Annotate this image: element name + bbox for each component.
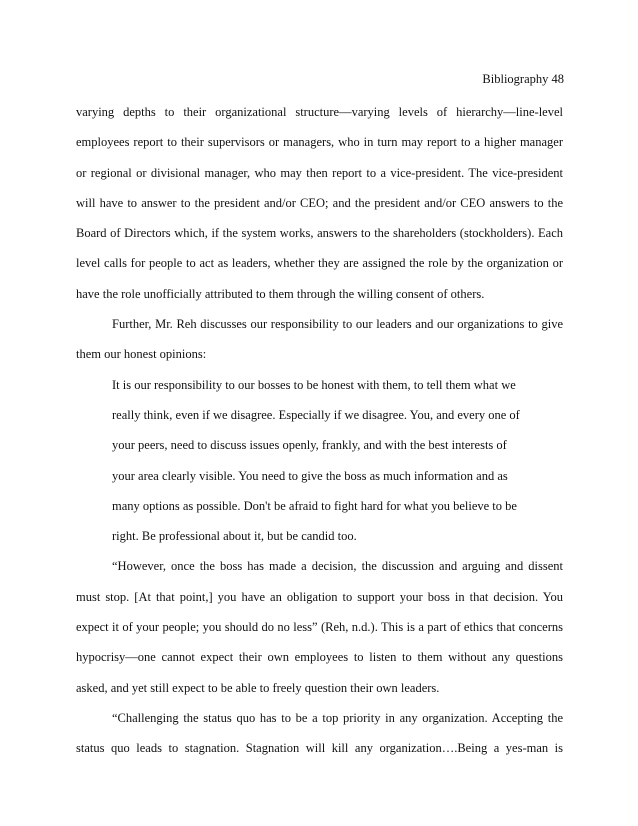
block-quote-line: your peers, need to discuss issues openly, frankly, and with the best interests of <box>112 438 507 453</box>
text-line: asked, and yet still expect to be able to freely question their own leaders. <box>76 680 440 695</box>
block-quote-line: many options as possible. Don't be afraid to fight hard for what you believe to be <box>112 498 517 513</box>
block-quote-line: really think, even if we disagree. Especially if we disagree. You, and every one of <box>112 407 520 422</box>
text-line: level calls for people to act as leaders, whether they are assigned the role by the organization or <box>76 256 563 271</box>
text-line: employees report to their supervisors or managers, who in turn may report to a higher manager <box>76 135 563 150</box>
block-quote-line: It is our responsibility to our bosses to be honest with them, to tell them what we <box>112 377 516 392</box>
text-line: must stop. [At that point,] you have an obligation to support your boss in that decision. You <box>76 589 563 604</box>
block-quote-line: right. Be professional about it, but be candid too. <box>112 529 357 544</box>
text-line: or regional or divisional manager, who may then report to a vice-president. The vice-president <box>76 165 563 180</box>
text-line: them our honest opinions: <box>76 347 207 362</box>
block-quote-line: your area clearly visible. You need to give the boss as much information and as <box>112 468 508 483</box>
text-line: will have to answer to the president and/or CEO; and the president and/or CEO answers to the <box>76 195 563 210</box>
text-line: status quo leads to stagnation. Stagnation will kill any organization….Being a yes-man is <box>76 741 563 756</box>
text-line: hypocrisy—one cannot expect their own employees to listen to them without any questions <box>76 650 563 665</box>
text-line: expect it of your people; you should do no less” (Reh, n.d.). This is a part of ethics that concerns <box>76 620 563 635</box>
text-line: Further, Mr. Reh discusses our responsibility to our leaders and our organizations to give <box>112 317 563 332</box>
running-head: Bibliography 48 <box>482 72 564 86</box>
text-line: varying depths to their organizational structure—varying levels of hierarchy—line-level <box>76 105 563 119</box>
text-line: Board of Directors which, if the system works, answers to the shareholders (stockholders). Each <box>76 226 563 241</box>
text-line: “Challenging the status quo has to be a top priority in any organization. Accepting the <box>112 710 563 725</box>
body-text <box>76 97 563 764</box>
text-line: have the role unofficially attributed to them through the willing consent of others. <box>76 286 485 301</box>
text-line: “However, once the boss has made a decision, the discussion and arguing and dissent <box>112 559 563 574</box>
